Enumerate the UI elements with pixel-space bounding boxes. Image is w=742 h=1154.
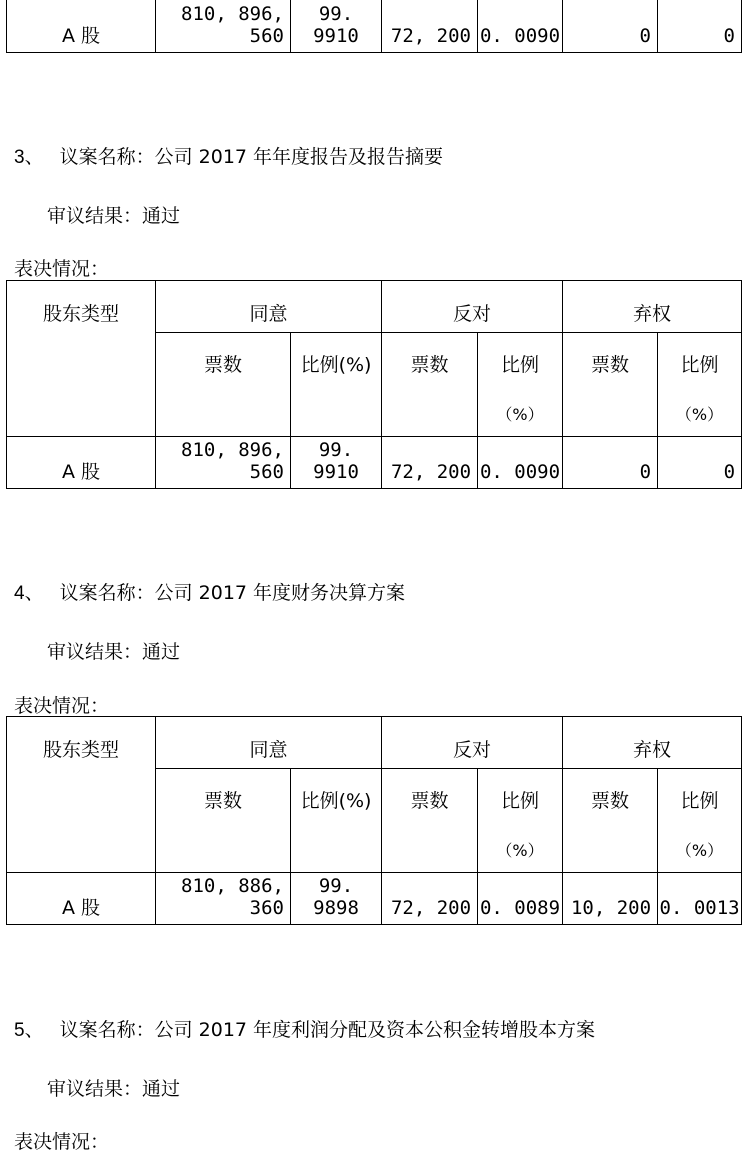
cell-agree-pct: 99. 9910 bbox=[291, 437, 382, 489]
cell-type: A 股 bbox=[7, 873, 156, 925]
vote-table-continued bbox=[6, 0, 742, 53]
header-oppose-votes: 票数 bbox=[382, 769, 478, 873]
header-type: 股东类型 bbox=[7, 281, 156, 437]
header-type: 股东类型 bbox=[7, 717, 156, 873]
header-agree: 同意 bbox=[156, 281, 382, 333]
vote-table-section-4 bbox=[6, 716, 742, 925]
vote-table-section-3 bbox=[6, 280, 742, 489]
cell-oppose-pct: 0. 0089 bbox=[478, 873, 563, 925]
header-agree-ratio: 比例(%) bbox=[291, 769, 382, 873]
section-title: 议案名称：公司 2017 年年度报告及报告摘要 bbox=[59, 146, 444, 168]
section-4-vote-label: 表决情况： bbox=[14, 695, 110, 717]
cell-abstain-pct: 0 bbox=[658, 437, 742, 489]
cell-agree-votes: 810, 896, 560 bbox=[156, 437, 291, 489]
header-agree-votes: 票数 bbox=[156, 333, 291, 437]
section-4-result: 审议结果：通过 bbox=[47, 641, 181, 663]
cell-oppose-votes: 72, 200 bbox=[382, 873, 478, 925]
header-oppose-ratio: 比例 （%） bbox=[478, 333, 563, 437]
section-3-heading bbox=[14, 142, 443, 169]
cell-abstain-votes: 0 bbox=[563, 437, 658, 489]
section-3-result: 审议结果：通过 bbox=[47, 205, 181, 227]
table-row bbox=[7, 0, 742, 53]
header-oppose-ratio: 比例 （%） bbox=[478, 769, 563, 873]
section-5-result: 审议结果：通过 bbox=[47, 1078, 181, 1100]
cell-type: A 股 bbox=[7, 437, 156, 489]
section-number: 4、 bbox=[14, 583, 44, 604]
cell-agree-votes: 810, 886, 360 bbox=[156, 873, 291, 925]
cell-oppose-pct: 0. 0090 bbox=[478, 0, 563, 53]
header-agree-ratio: 比例(%) bbox=[291, 333, 382, 437]
table-row bbox=[7, 437, 742, 489]
header-abstain-votes: 票数 bbox=[563, 333, 658, 437]
section-4-heading bbox=[14, 578, 405, 605]
section-5-heading bbox=[14, 1015, 595, 1042]
header-agree: 同意 bbox=[156, 717, 382, 769]
section-title: 议案名称：公司 2017 年度利润分配及资本公积金转增股本方案 bbox=[59, 1019, 596, 1041]
header-agree-votes: 票数 bbox=[156, 769, 291, 873]
section-5-vote-label: 表决情况： bbox=[14, 1131, 110, 1153]
cell-type: A 股 bbox=[7, 0, 156, 53]
table-row bbox=[7, 873, 742, 925]
cell-abstain-votes: 0 bbox=[563, 0, 658, 53]
cell-oppose-votes: 72, 200 bbox=[382, 0, 478, 53]
header-oppose-votes: 票数 bbox=[382, 333, 478, 437]
cell-agree-votes: 810, 896, 560 bbox=[156, 0, 291, 53]
cell-agree-pct: 99. 9898 bbox=[291, 873, 382, 925]
section-3-vote-label: 表决情况： bbox=[14, 258, 110, 280]
cell-oppose-votes: 72, 200 bbox=[382, 437, 478, 489]
header-oppose: 反对 bbox=[382, 281, 563, 333]
cell-oppose-pct: 0. 0090 bbox=[478, 437, 563, 489]
cell-abstain-votes: 10, 200 bbox=[563, 873, 658, 925]
cell-abstain-pct: 0 bbox=[658, 0, 742, 53]
cell-agree-pct: 99. 9910 bbox=[291, 0, 382, 53]
cell-abstain-pct: 0. 0013 bbox=[658, 873, 742, 925]
section-number: 5、 bbox=[14, 1020, 44, 1041]
table-header-row bbox=[7, 281, 742, 333]
section-title: 议案名称：公司 2017 年度财务决算方案 bbox=[59, 582, 406, 604]
table-header-row bbox=[7, 717, 742, 769]
header-abstain-ratio: 比例 （%） bbox=[658, 769, 742, 873]
header-oppose: 反对 bbox=[382, 717, 563, 769]
section-number: 3、 bbox=[14, 147, 44, 168]
header-abstain-ratio: 比例 （%） bbox=[658, 333, 742, 437]
header-abstain-votes: 票数 bbox=[563, 769, 658, 873]
header-abstain: 弃权 bbox=[563, 281, 742, 333]
header-abstain: 弃权 bbox=[563, 717, 742, 769]
